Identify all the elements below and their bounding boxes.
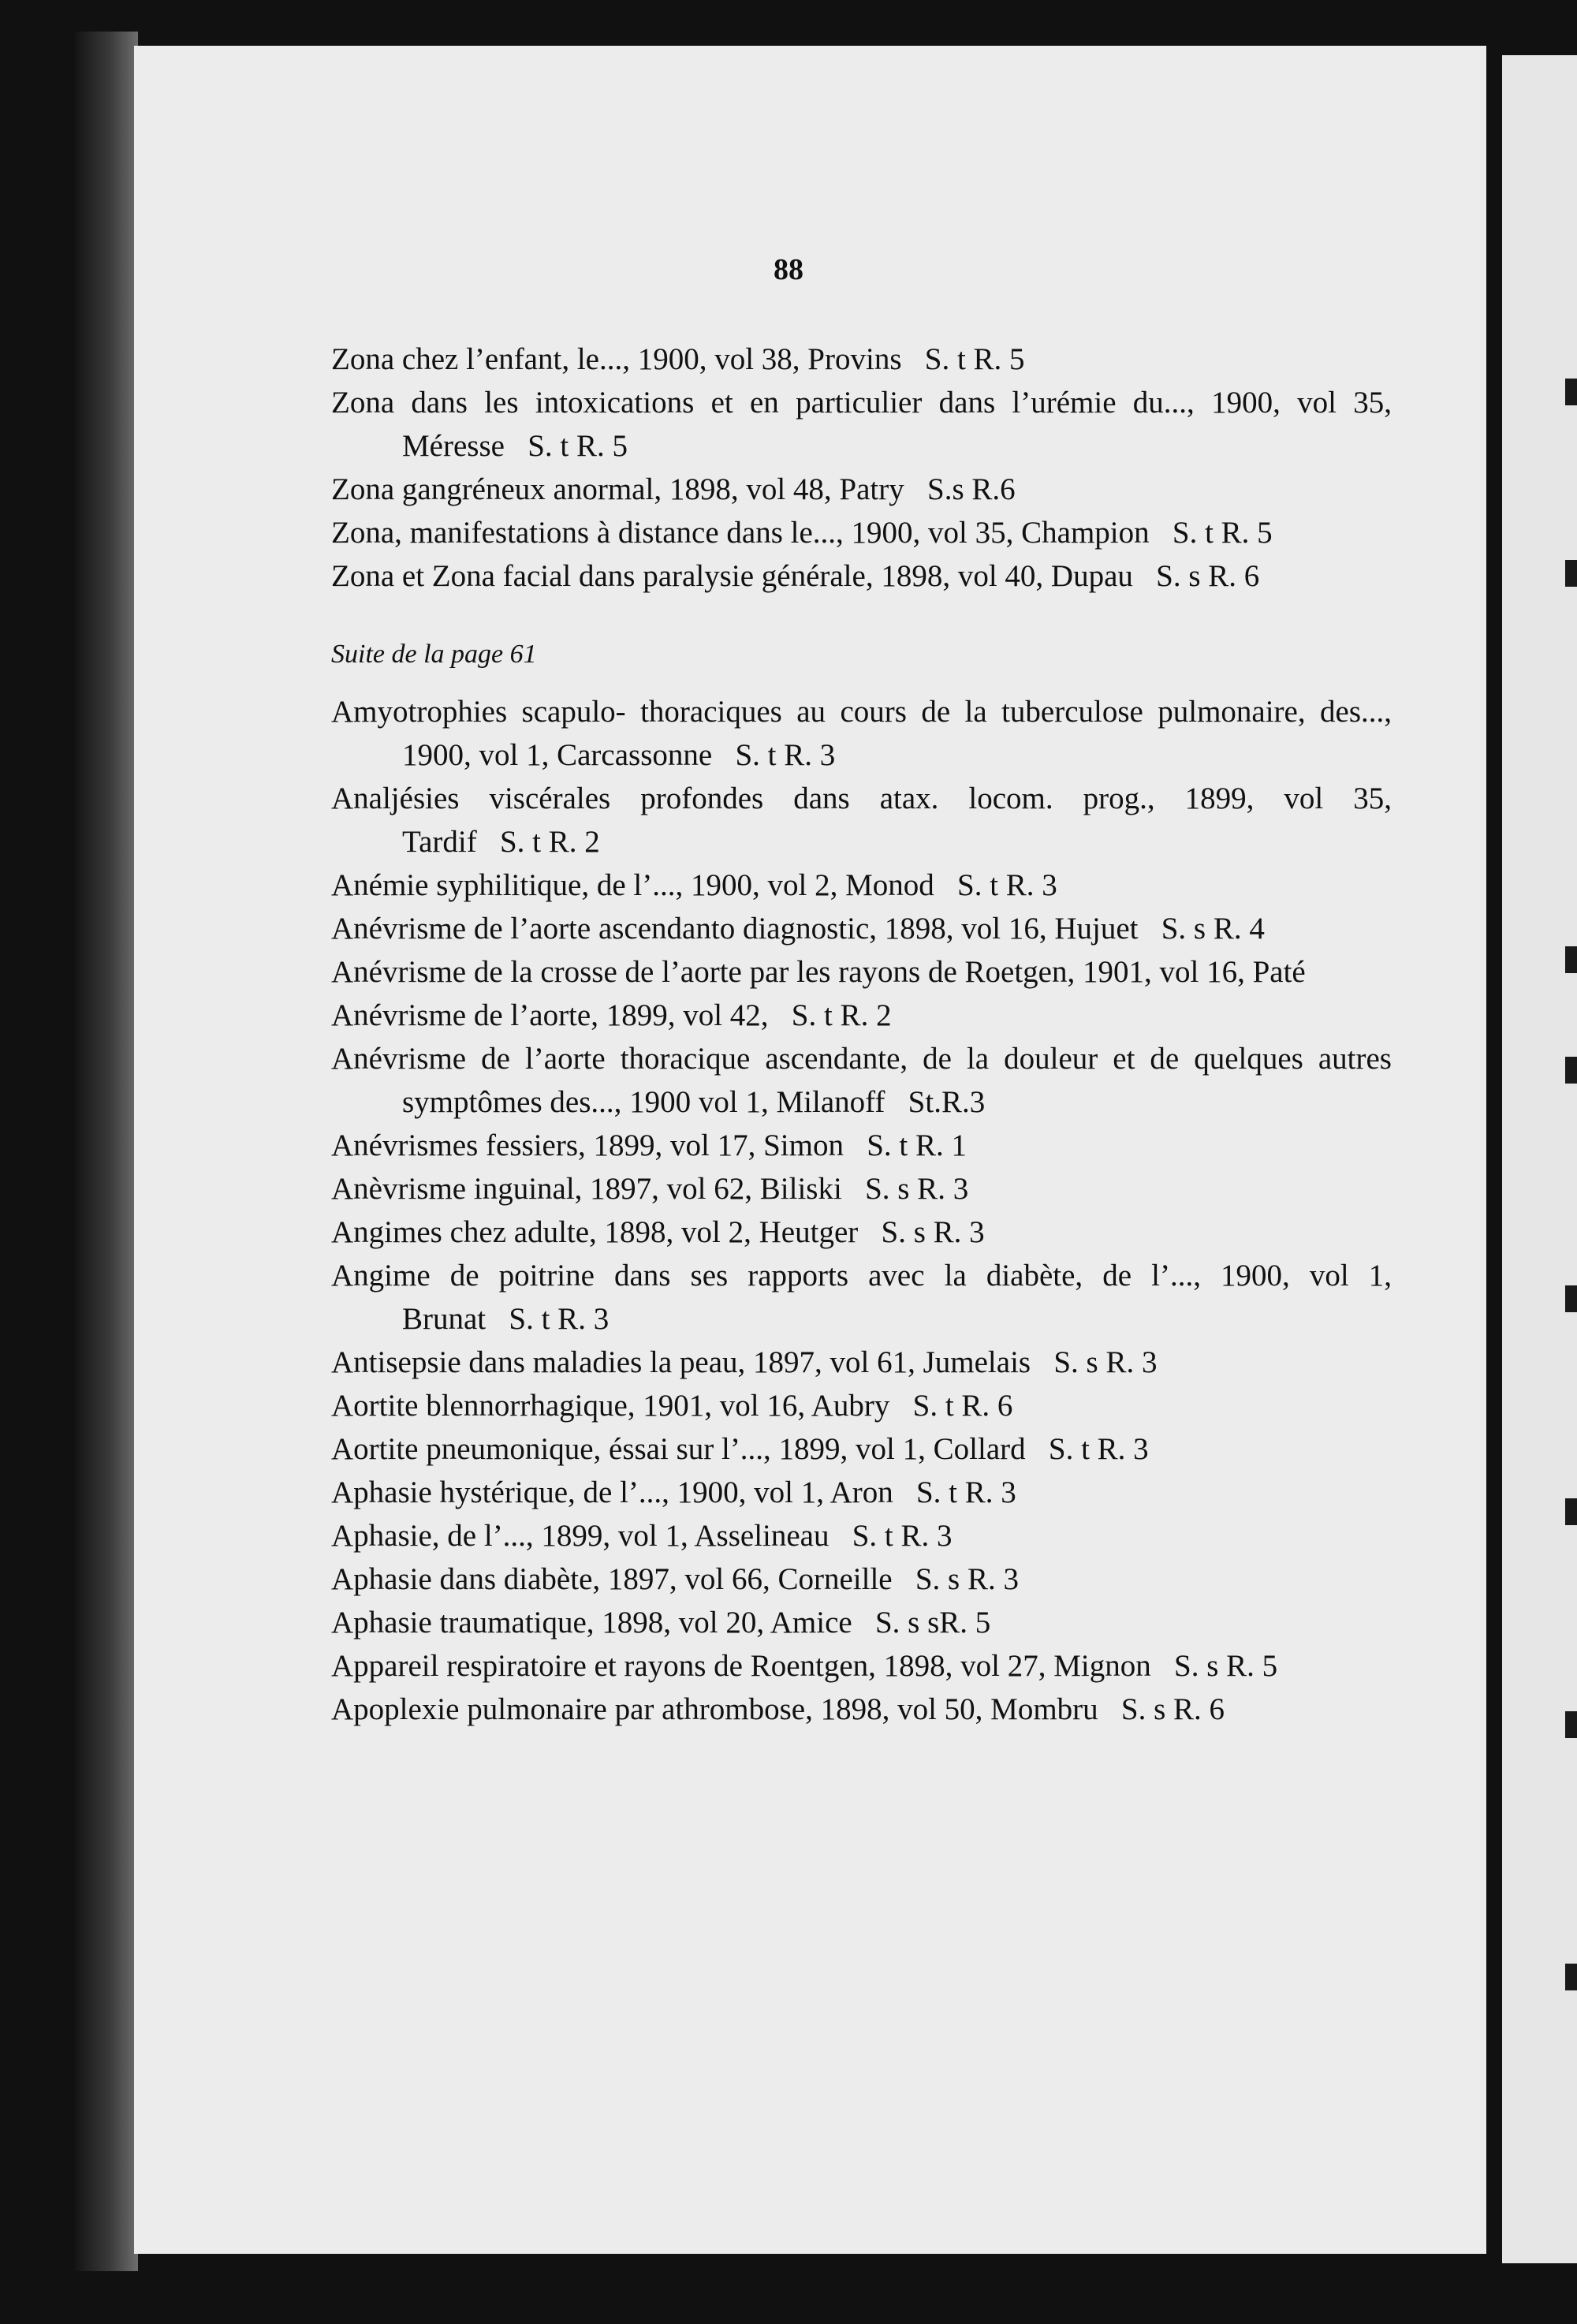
- entry-text: Anémie syphilitique, de l’..., 1900, vol 2, Monod: [331, 868, 934, 902]
- entry-reference: S. t R. 5: [1172, 516, 1273, 550]
- entry-reference: S. s R. 3: [1053, 1345, 1158, 1379]
- entry-text: Anévrisme de l’aorte ascendanto diagnostic, 1898, vol 16, Hujuet: [331, 912, 1139, 946]
- entry-reference: S. t R. 2: [791, 998, 892, 1032]
- index-entry: [331, 1167, 1392, 1210]
- entry-text: Apoplexie pulmonaire par athrombose, 1898, vol 50, Mombru: [331, 1692, 1098, 1726]
- entry-reference: S. t R. 3: [509, 1302, 610, 1336]
- entry-reference: S. s R. 3: [915, 1562, 1019, 1596]
- adjacent-page-mark: [1565, 1711, 1577, 1738]
- adjacent-page-mark: [1565, 1964, 1577, 1990]
- index-entry: [331, 468, 1392, 511]
- adjacent-page-mark: [1565, 946, 1577, 973]
- entry-reference: S. s R. 4: [1161, 912, 1265, 946]
- entry-reference: S. t R. 3: [852, 1519, 953, 1553]
- entry-text: Aphasie dans diabète, 1897, vol 66, Corneille: [331, 1562, 893, 1596]
- index-entry: [331, 1514, 1392, 1557]
- index-entry: [331, 1427, 1392, 1471]
- suite-entry-list: [331, 690, 1392, 1731]
- entry-reference: S. t R. 3: [915, 1475, 1016, 1509]
- entry-text: Aortite blennorrhagique, 1901, vol 16, Aubry: [331, 1389, 890, 1423]
- entry-text: Zona chez l’enfant, le..., 1900, vol 38, Provins: [331, 342, 902, 376]
- binding-shadow: [75, 32, 138, 2271]
- entry-text: Zona et Zona facial dans paralysie générale, 1898, vol 40, Dupau: [331, 559, 1133, 593]
- index-entry: [331, 864, 1392, 907]
- index-entry: [331, 381, 1392, 468]
- entry-text: Aphasie, de l’..., 1899, vol 1, Asselineau: [331, 1519, 830, 1553]
- index-entry: [331, 950, 1392, 994]
- entry-reference: St.R.3: [908, 1085, 986, 1119]
- entry-reference: S. s R. 6: [1120, 1692, 1225, 1726]
- index-entry: [331, 1124, 1392, 1167]
- entry-reference: S. t R. 3: [1048, 1432, 1149, 1466]
- entry-text: Amyotrophies scapulo- thoraciques au cours de la tuberculose pulmonaire, des..., 1900, vol 1, Carcassonne: [331, 695, 1392, 772]
- index-entry: [331, 1254, 1392, 1341]
- entry-text: Angime de poitrine dans ses rapports avec la diabète, de l’..., 1900, vol 1, Brunat: [331, 1259, 1392, 1336]
- entry-text: Zona, manifestations à distance dans le..., 1900, vol 35, Champion: [331, 516, 1150, 550]
- index-entry: [331, 338, 1392, 381]
- entry-text: Analjésies viscérales profondes dans atax. locom. prog., 1899, vol 35, Tardif: [331, 782, 1392, 859]
- entry-text: Aphasie traumatique, 1898, vol 20, Amice: [331, 1606, 852, 1639]
- index-entry: [331, 907, 1392, 950]
- entry-reference: S. t R. 2: [499, 825, 600, 859]
- index-entry: [331, 1471, 1392, 1514]
- index-entry: [331, 511, 1392, 554]
- adjacent-page-edge: [1502, 55, 1577, 2263]
- zona-entry-list: [331, 338, 1392, 598]
- entry-reference: S.s R.6: [927, 472, 1016, 506]
- adjacent-page-mark: [1565, 560, 1577, 587]
- entry-reference: S. t R. 6: [912, 1389, 1013, 1423]
- entry-text: Angimes chez adulte, 1898, vol 2, Heutger: [331, 1215, 859, 1249]
- entry-reference: S. t R. 3: [735, 738, 836, 772]
- entry-reference: S. s R. 3: [881, 1215, 985, 1249]
- entry-reference: S. t R. 5: [528, 429, 628, 463]
- adjacent-page-mark: [1565, 1498, 1577, 1525]
- entry-reference: S. s R. 6: [1156, 559, 1260, 593]
- adjacent-page-mark: [1565, 379, 1577, 405]
- entry-reference: S. s R. 5: [1174, 1649, 1278, 1683]
- entry-text: Aortite pneumonique, éssai sur l’..., 1899, vol 1, Collard: [331, 1432, 1026, 1466]
- entry-reference: S. s sR. 5: [874, 1606, 991, 1639]
- entry-reference: S. t R. 1: [867, 1128, 967, 1162]
- section-label: Suite de la page 61: [331, 640, 537, 669]
- entry-text: Zona dans les intoxications et en particulier dans l’urémie du..., 1900, vol 35, Méresse: [331, 386, 1392, 463]
- entry-text: Aphasie hystérique, de l’..., 1900, vol 1, Aron: [331, 1475, 893, 1509]
- index-entry: [331, 1210, 1392, 1254]
- entry-reference: S. s R. 3: [865, 1172, 969, 1206]
- entry-text: Antisepsie dans maladies la peau, 1897, vol 61, Jumelais: [331, 1345, 1031, 1379]
- index-entry: [331, 554, 1392, 598]
- entry-text: Appareil respiratoire et rayons de Roentgen, 1898, vol 27, Mignon: [331, 1649, 1151, 1683]
- index-entry: [331, 777, 1392, 864]
- entry-text: Anèvrisme inguinal, 1897, vol 62, Biliski: [331, 1172, 842, 1206]
- index-entry: [331, 1037, 1392, 1124]
- index-entry: [331, 1688, 1392, 1731]
- index-entry: [331, 994, 1392, 1037]
- index-entry: [331, 1601, 1392, 1644]
- index-entry: [331, 690, 1392, 777]
- index-entry: [331, 1644, 1392, 1688]
- entry-text: Anévrismes fessiers, 1899, vol 17, Simon: [331, 1128, 844, 1162]
- entry-text: Anévrisme de l’aorte thoracique ascendante, de la douleur et de quelques autres symptômes des..., 1900 vol 1, Milanoff: [331, 1042, 1392, 1119]
- adjacent-page-mark: [1565, 1057, 1577, 1084]
- entry-text: Anévrisme de l’aorte, 1899, vol 42,: [331, 998, 769, 1032]
- index-entry: [331, 1341, 1392, 1384]
- entry-reference: S. t R. 3: [957, 868, 1057, 902]
- index-entries: [331, 338, 1392, 1731]
- adjacent-page-mark: [1565, 1285, 1577, 1312]
- index-entry: [331, 1557, 1392, 1601]
- page-number: 88: [774, 253, 803, 286]
- index-entry: [331, 1384, 1392, 1427]
- entry-reference: S. t R. 5: [924, 342, 1025, 376]
- entry-text: Anévrisme de la crosse de l’aorte par les rayons de Roetgen, 1901, vol 16, Paté: [331, 955, 1306, 989]
- entry-text: Zona gangréneux anormal, 1898, vol 48, Patry: [331, 472, 904, 506]
